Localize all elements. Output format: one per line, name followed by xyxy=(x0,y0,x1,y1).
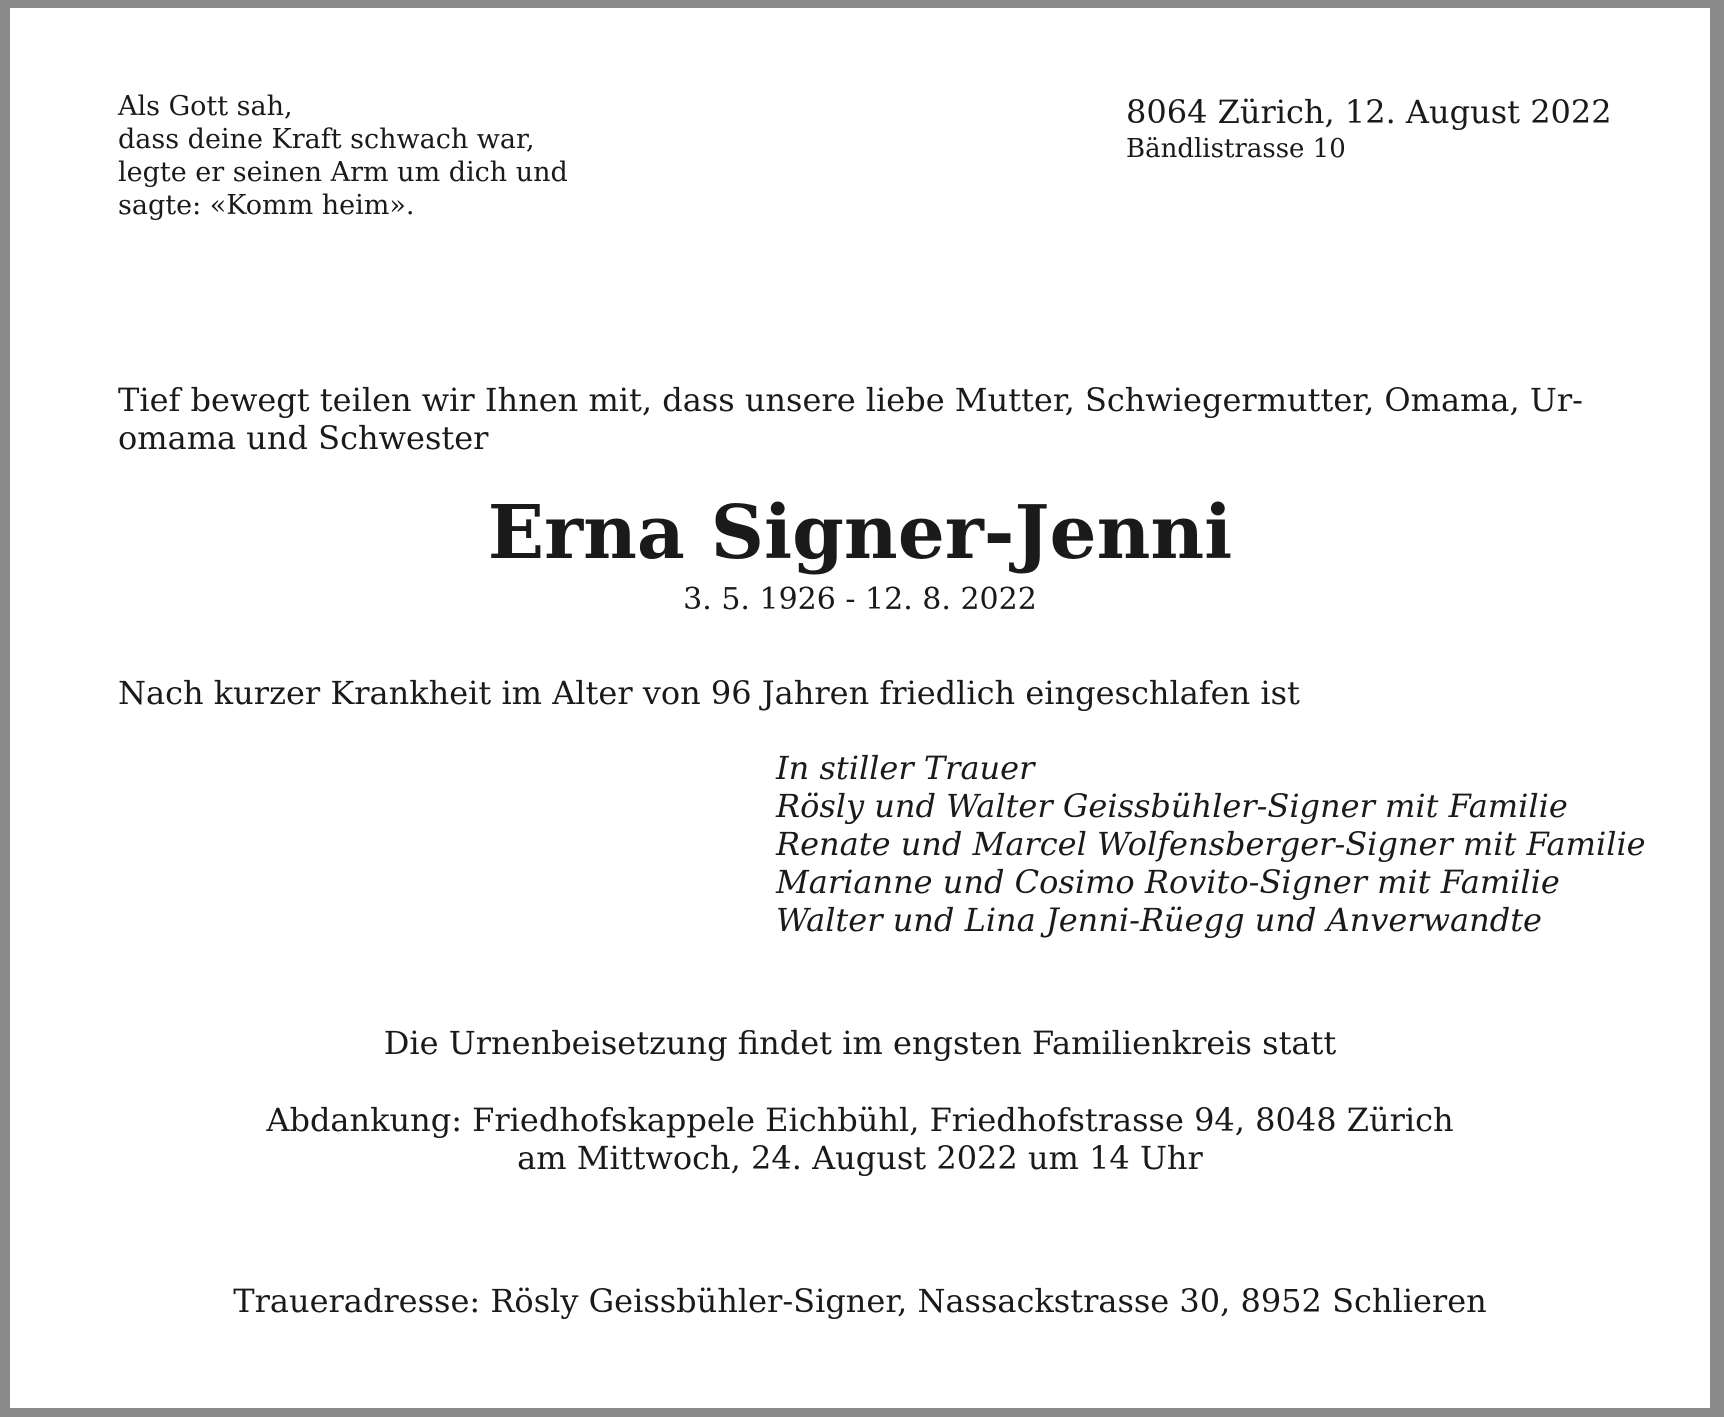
mourning-address: Traueradresse: Rösly Geissbühler-Signer, Nassackstrasse 30, 8952 Schlieren xyxy=(233,1282,1487,1320)
funeral-service xyxy=(10,1101,1710,1177)
motto-line: dass deine Kraft schwach war, xyxy=(118,124,535,155)
illness-text: Nach kurzer Krankheit im Alter von 96 Jahren friedlich eingeschlafen ist xyxy=(118,674,1300,712)
intro-text xyxy=(118,381,1618,457)
mourner-line: Marianne und Cosimo Rovito-Signer mit Familie xyxy=(776,863,1560,901)
service-time: am Mittwoch, 24. August 2022 um 14 Uhr xyxy=(517,1139,1203,1177)
obituary-page xyxy=(10,8,1710,1408)
burial-text: Die Urnenbeisetzung findet im engsten Familienkreis statt xyxy=(383,1024,1337,1062)
street-address: Bändlistrasse 10 xyxy=(1126,134,1346,164)
intro-line: omama und Schwester xyxy=(118,419,489,457)
place-and-date xyxy=(1126,92,1612,166)
city-date: 8064 Zürich, 12. August 2022 xyxy=(1126,93,1612,131)
mourner-line: Rösly und Walter Geissbühler-Signer mit Familie xyxy=(776,787,1568,825)
deceased-name: Erna Signer-Jenni xyxy=(487,490,1233,576)
mourner-line: Walter und Lina Jenni-Rüegg und Anverwandte xyxy=(776,901,1542,939)
motto-verse xyxy=(118,90,718,222)
intro-line: Tief bewegt teilen wir Ihnen mit, dass unsere liebe Mutter, Schwiegermutter, Omama, Ur- xyxy=(118,381,1583,419)
motto-line: sagte: «Komm heim». xyxy=(118,190,415,221)
mourner-line: Renate und Marcel Wolfensberger-Signer mit Familie xyxy=(776,825,1646,863)
motto-line: Als Gott sah, xyxy=(118,91,293,122)
mourners-list xyxy=(776,749,1646,939)
life-dates: 3. 5. 1926 - 12. 8. 2022 xyxy=(683,582,1037,617)
service-location: Abdankung: Friedhofskappele Eichbühl, Friedhofstrasse 94, 8048 Zürich xyxy=(266,1101,1454,1139)
mourners-heading: In stiller Trauer xyxy=(776,749,1035,787)
motto-line: legte er seinen Arm um dich und xyxy=(118,157,568,188)
